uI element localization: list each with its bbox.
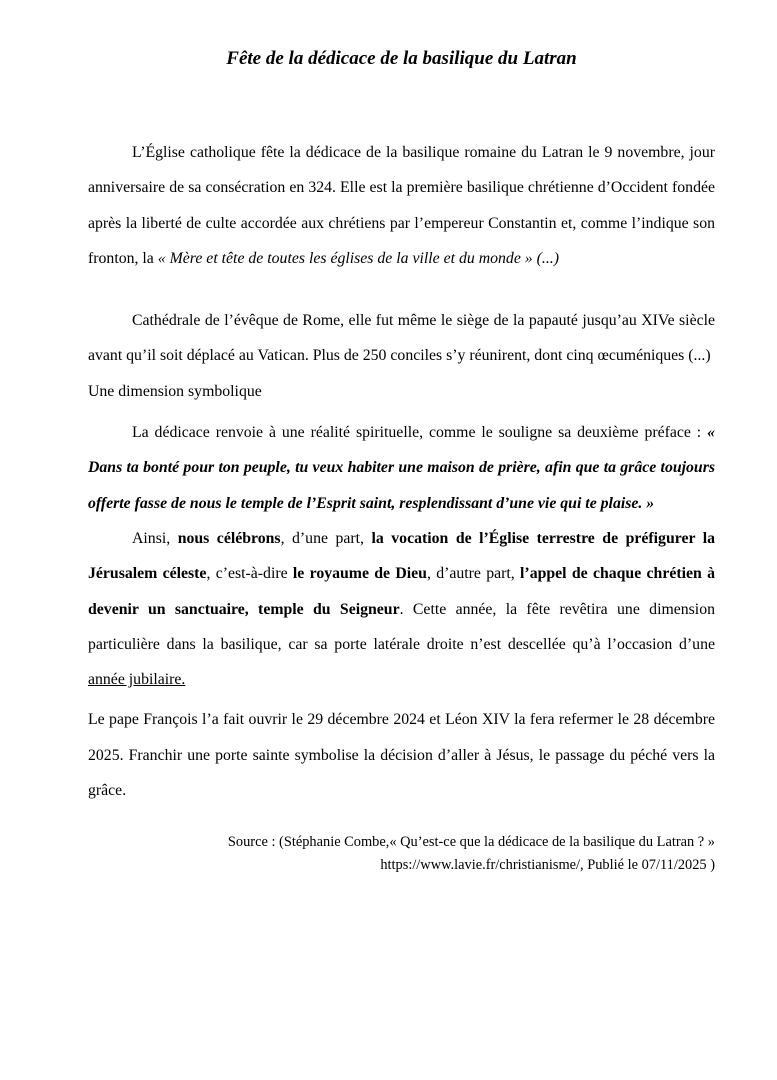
ainsi-run-normal-3: , c’est-à-dire xyxy=(206,565,293,583)
quote-dans-ta-bonte: « Dans ta bonté pour ton peuple, tu veux habiter une maison de prière, afin que ta grâce toujours offerte fasse de nous le temple de l’Esprit saint, resplendissant d’une vie qui te plaise. » xyxy=(88,424,715,512)
ainsi-run-normal-5: . Cette année, la fête revêtira une dimension particulière dans la basilique, car sa porte latérale droite n’est descellée qu’à l’occasion d’une xyxy=(88,600,715,653)
ainsi-run-normal-1: Ainsi, xyxy=(132,529,178,547)
paragraph-dedicace-intro xyxy=(88,135,715,276)
paragraph-preface-text: La dédicace renvoie à une réalité spirituelle, comme le souligne sa deuxième préface : xyxy=(132,424,708,442)
quote-mere-et-tete: « Mère et tête de toutes les églises de la ville et du monde » (...) xyxy=(157,249,559,267)
source-line-2: https://www.lavie.fr/christianisme/, Publié le 07/11/2025 ) xyxy=(380,857,715,874)
paragraph-dedicace-intro-text: L’Église catholique fête la dédicace de la basilique romaine du Latran le 9 novembre, jour anniversaire de sa consécration en 324. Elle est la première basilique chrétienne d’Occident fondée après la liberté de culte accordée aux chrétiens par l’empereur Constantin et, comme l’indique son fronton, la xyxy=(88,144,715,267)
paragraph-cathedrale: Cathédrale de l’évêque de Rome, elle fut même le siège de la papauté jusqu’au XIVe siècle avant qu’il soit déplacé au Vatican. Plus de 250 conciles s’y réunirent, dont cinq œcuméniques (...) xyxy=(88,312,715,365)
paragraph-ainsi xyxy=(88,521,715,697)
underlined-annee-jubilaire: année jubilaire. xyxy=(88,671,186,689)
bold-phrase-royaume-de-dieu: le royaume de Dieu xyxy=(292,565,427,583)
bold-phrase-appel-chretien: l’appel de chaque chrétien à devenir un sanctuaire, temple du Seigneur xyxy=(88,565,715,618)
ainsi-run-normal-2: , d’une part, xyxy=(280,529,372,547)
document-title: Fête de la dédicace de la basilique du Latran xyxy=(226,48,577,69)
paragraph-pape-francois: Le pape François l’a fait ouvrir le 29 décembre 2024 et Léon XIV la fera refermer le 28 décembre 2025. Franchir une porte sainte symbolise la décision d’aller à Jésus, le passage du péché vers la grâce. xyxy=(88,711,715,800)
bold-phrase-vocation-eglise: la vocation de l’Église terrestre de préfigurer la Jérusalem céleste xyxy=(88,529,715,583)
source-line-1: Source : (Stéphanie Combe,« Qu’est-ce que la dédicace de la basilique du Latran ? » xyxy=(227,834,715,851)
ainsi-run-normal-4: , d’autre part, xyxy=(426,565,521,583)
subheading-dimension-symbolique: Une dimension symbolique xyxy=(88,382,262,400)
paragraph-preface xyxy=(88,415,715,521)
source-citation xyxy=(88,831,715,877)
bold-phrase-nous-celebrons: nous célébrons xyxy=(177,529,281,547)
